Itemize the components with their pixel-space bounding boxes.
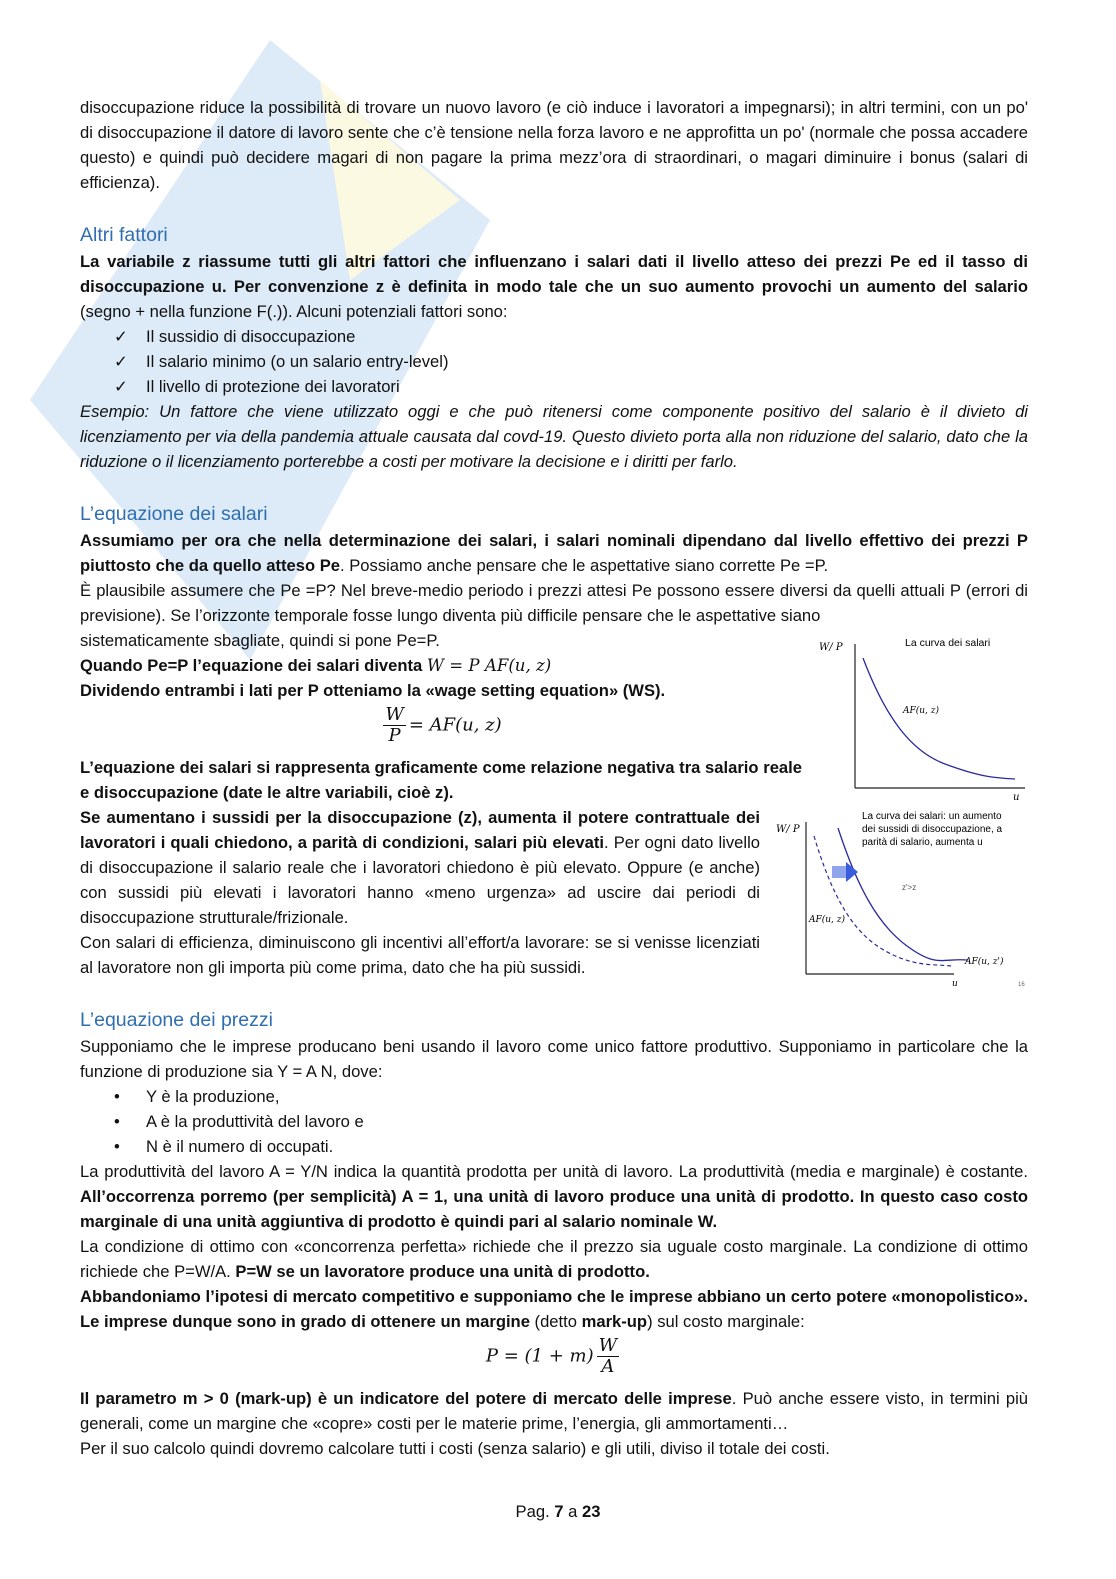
shift-label: z'>z xyxy=(902,883,917,892)
graph-title-line-1: La curva dei salari: un aumento xyxy=(862,811,1002,822)
salari-p1 xyxy=(80,528,1028,578)
denominator: A xyxy=(601,1356,615,1377)
bold-text: Il parametro m > 0 (mark-up) è un indicatore del potere di mercato delle imprese xyxy=(80,1389,732,1408)
text: La produttività del lavoro A = Y/N indica la quantità prodotta per unità di lavoro. La produttività (media e marginale) è costante. xyxy=(80,1162,1028,1181)
denominator: P xyxy=(388,725,401,746)
production-list xyxy=(80,1084,1028,1159)
bold-text: L’equazione dei salari si rappresenta graficamente come relazione negativa tra salario reale e disoccupazione (date le altre variabili, cioè z). xyxy=(80,758,802,802)
list-item xyxy=(80,349,1028,374)
text: ) sul costo marginale: xyxy=(647,1312,805,1331)
bold-text: Assumiamo per ora che nella determinazione dei salari, i salari nominali dipendano dal livello effettivo dei prezzi P piuttosto che da quello atteso Pe xyxy=(80,531,1028,575)
bullet-icon: • xyxy=(114,1087,120,1106)
wage-curve xyxy=(863,658,1015,779)
y-axis-label: W/ P xyxy=(819,642,843,653)
example-text: Esempio: Un fattore che viene utilizzato oggi e che può ritenersi come componente positivo del salario è il divieto di licenziamento per via della pandemia attuale causata dal covd-19. Questo divieto porta alla non riduzione del salario, dato che la riduzione o il licenziamento porterebbe a costi per motivare la decisione e i diritti per farlo. xyxy=(80,402,1028,471)
salari-p2-rest: sistematicamente sbagliate, quindi si pone Pe=P. xyxy=(80,631,440,650)
x-axis-label: u xyxy=(1013,792,1020,801)
check-icon: ✓ xyxy=(114,377,128,396)
bold-text: mark-up xyxy=(581,1312,648,1331)
prezzi-p3 xyxy=(80,1234,1028,1284)
text: . Per ogni dato livello di disoccupazione il salario reale che i lavoratori chiedono è più elevato. Oppure (e anche) con sussidi più elevati i lavoratori hanno «meno urgenza» ad uscire dai periodi di disoccupazione strutturale/frizionale. xyxy=(80,833,760,927)
fraction xyxy=(383,705,406,746)
bold-text: La variabile z riassume tutti gli altri fattori che influenzano i salari dati il livello atteso dei prezzi Pe ed il tasso di disoccupazione u. Per convenzione z è definita in modo tale che un suo aumento provochi un aumento del salario xyxy=(80,252,1028,296)
list-item-label: A è la produttività del lavoro e xyxy=(146,1112,364,1131)
text: . Possiamo anche pensare che le aspettative siano corrette Pe =P. xyxy=(340,556,829,575)
list-item xyxy=(80,1109,1028,1134)
y-axis-label: W/ P xyxy=(776,824,800,835)
bullet-icon: • xyxy=(114,1112,120,1131)
bold-text: P=W se un lavoratore produce una unità di prodotto. xyxy=(235,1262,650,1281)
equation-lhs: P = (1 + m) xyxy=(485,1345,594,1367)
text: La condizione di ottimo con «concorrenza perfetta» richiede che il prezzo sia uguale costo marginale. La condizione di ottimo richiede che P=W/A. xyxy=(80,1237,1028,1281)
prezzi-p6: Per il suo calcolo quindi dovremo calcolare tutti i costi (senza salario) e gli utili, diviso il totale dei costi. xyxy=(80,1439,830,1458)
list-item-label: N è il numero di occupati. xyxy=(146,1137,334,1156)
check-icon: ✓ xyxy=(114,352,128,371)
bold-text: All’occorrenza porremo (per semplicità) A = 1, una unità di lavoro produce una unità di prodotto. In questo caso costo marginale di una unità aggiuntiva di prodotto è quindi pari al salario nominale W. xyxy=(80,1187,1028,1231)
heading-equazione-salari: L’equazione dei salari xyxy=(80,503,268,525)
list-item xyxy=(80,1134,1028,1159)
text: (segno + nella funzione F(.)). Alcuni potenziali fattori sono: xyxy=(80,302,508,321)
list-item-label: Y è la produzione, xyxy=(146,1087,280,1106)
salari-p5 xyxy=(80,755,802,805)
heading-equazione-prezzi: L’equazione dei prezzi xyxy=(80,1009,273,1031)
graph-title-line-2: dei sussidi di disoccupazione, a xyxy=(862,824,1003,835)
salari-p6 xyxy=(80,805,760,930)
footer-prefix: Pag. xyxy=(515,1502,555,1521)
fraction xyxy=(597,1336,620,1377)
page-number: 7 xyxy=(554,1502,564,1521)
check-icon: ✓ xyxy=(114,327,128,346)
prezzi-p2 xyxy=(80,1159,1028,1234)
list-item xyxy=(80,324,1028,349)
page-total: 23 xyxy=(581,1502,601,1521)
intro-paragraph: disoccupazione riduce la possibilità di trovare un nuovo lavoro (e ciò induce i lavoratori a impegnarsi); in altri termini, con un po' di disoccupazione il datore di lavoro sente che c’è tensione nella forza lavoro e ne approfitta un po' (normale che possa accadere questo) e quindi può decidere magari di non pagare la prima mezz’ora di straordinari, o magari diminuire i bonus (salari di efficienza). xyxy=(80,98,1028,192)
salari-p3 xyxy=(80,653,802,678)
factors-list xyxy=(80,324,1028,399)
ws-equation xyxy=(80,703,802,755)
shifted-curve-label: AF(u, z') xyxy=(965,957,1004,967)
equation-rhs: = AF(u, z) xyxy=(408,714,502,736)
footer-middle: a xyxy=(563,1502,582,1521)
prezzi-p1: Supponiamo che le imprese producano beni usando il lavoro come unico fattore produttivo. Supponiamo in particolare che la funzione di produzione sia Y = A N, dove: xyxy=(80,1037,1028,1081)
original-curve-label: AF(u, z) xyxy=(809,915,846,925)
list-item xyxy=(80,374,1028,399)
numerator: W xyxy=(385,704,404,725)
markup-equation xyxy=(80,1334,1028,1386)
slide-number: 16 xyxy=(1018,982,1025,988)
bullet-icon: • xyxy=(114,1137,120,1156)
list-item-label: Il livello di protezione dei lavoratori xyxy=(146,377,400,396)
page-footer xyxy=(0,1502,1116,1522)
graph-title: La curva dei salari xyxy=(905,637,991,649)
bold-text: Dividendo entrambi i lati per P otteniamo la «wage setting equation» (WS). xyxy=(80,681,666,700)
heading-altri-fattori: Altri fattori xyxy=(80,224,168,246)
text: . Può anche essere visto, in termini più generali, come un margine che «copre» costi per le materie prime, l’energia, gli ammortamenti… xyxy=(80,1389,1028,1433)
altri-fattori-paragraph xyxy=(80,249,1028,324)
x-axis-label: u xyxy=(952,979,958,989)
graph-title-line-3: parità di salario, aumenta u xyxy=(862,837,983,848)
wage-curve-graph xyxy=(815,636,1030,801)
salari-p4 xyxy=(80,678,802,703)
shift-arrow-icon xyxy=(832,866,846,878)
salari-p2: È plausibile assumere che Pe =P? Nel breve-medio periodo i prezzi attesi Pe possono essere diversi da quelli attuali P (errori di previsione). Se l’orizzonte temporale fosse lungo diventa più difficile pensare che le aspettative siano xyxy=(80,581,1028,625)
list-item xyxy=(80,1084,1028,1109)
bold-text: Quando Pe=P l’equazione dei salari diventa xyxy=(80,656,427,675)
prezzi-p5 xyxy=(80,1386,1028,1436)
wage-equation: W = P AF(u, z) xyxy=(426,656,552,675)
bold-text: Se aumentano i sussidi per la disoccupazione (z), aumenta il potere contrattuale dei lavoratori i quali chiedono, a parità di condizioni, salari più elevati xyxy=(80,808,760,852)
text: (detto xyxy=(529,1312,582,1331)
example-paragraph xyxy=(80,399,1028,474)
bold-text: Abbandoniamo l’ipotesi di mercato competitivo e supponiamo che le imprese abbiano un certo potere «monopolistico». Le imprese dunque sono in grado di ottenere un margine xyxy=(80,1287,1028,1331)
original-curve xyxy=(814,836,952,966)
list-item-label: Il salario minimo (o un salario entry-level) xyxy=(146,352,449,371)
prezzi-p4 xyxy=(80,1284,1028,1334)
curve-label: AF(u, z) xyxy=(903,706,940,716)
list-item-label: Il sussidio di disoccupazione xyxy=(146,327,356,346)
numerator: W xyxy=(598,1335,618,1356)
salari-p7: Con salari di efficienza, diminuiscono gli incentivi all’effort/a lavorare: se si venisse licenziati al lavoratore non gli importa più come prima, dato che ha più sussidi. xyxy=(80,933,760,977)
wage-curve-shift-graph xyxy=(772,806,1032,992)
